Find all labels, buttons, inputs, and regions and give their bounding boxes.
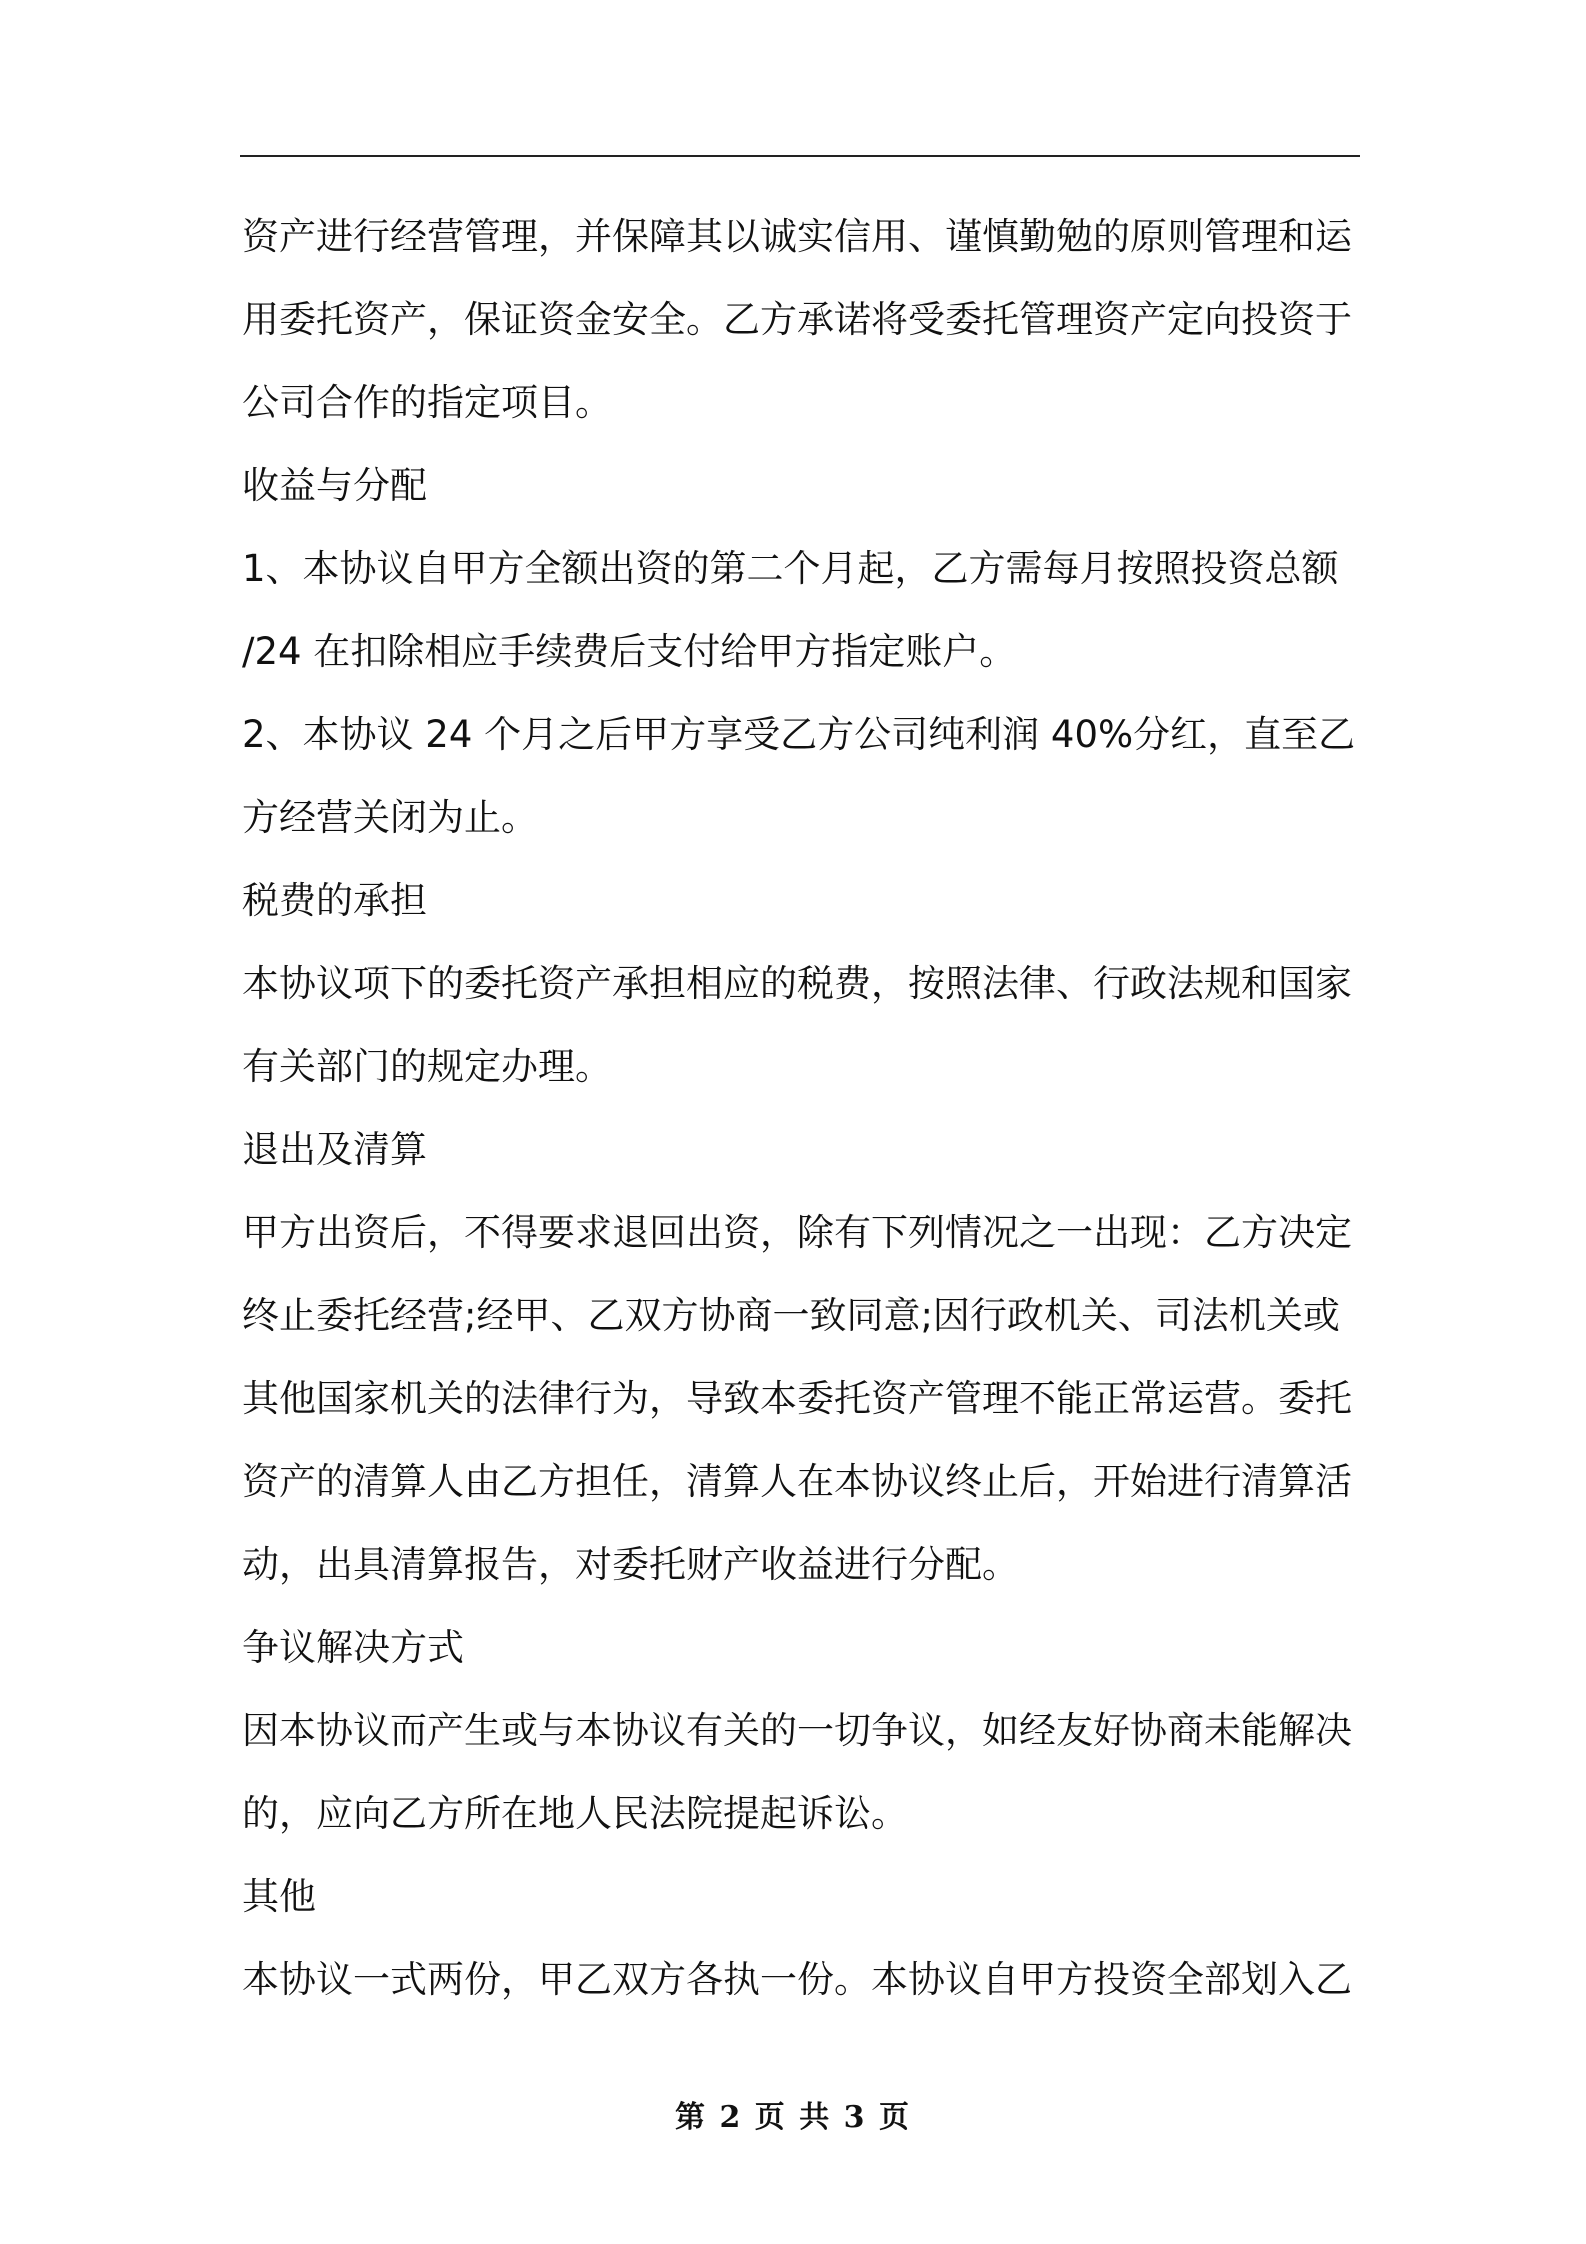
body-line: /24 在扣除相应手续费后支付给甲方指定账户。	[242, 630, 1017, 673]
section-heading-tax: 税费的承担	[242, 879, 427, 922]
body-line: 其他国家机关的法律行为，导致本委托资产管理不能正常运营。委托	[242, 1377, 1352, 1420]
body-line: 本协议项下的委托资产承担相应的税费，按照法律、行政法规和国家	[242, 962, 1352, 1005]
header-rule	[240, 155, 1360, 157]
body-line: 2、本协议 24 个月之后甲方享受乙方公司纯利润 40%分红，直至乙	[242, 713, 1356, 756]
body-line: 用委托资产，保证资金安全。乙方承诺将受委托管理资产定向投资于	[242, 298, 1352, 341]
page-number-footer: 第 2 页 共 3 页	[675, 2100, 911, 2135]
body-line: 本协议一式两份，甲乙双方各执一份。本协议自甲方投资全部划入乙	[242, 1958, 1352, 2001]
body-line: 资产的清算人由乙方担任，清算人在本协议终止后，开始进行清算活	[242, 1460, 1352, 1503]
body-line: 终止委托经营;经甲、乙双方协商一致同意;因行政机关、司法机关或	[242, 1294, 1340, 1337]
body-line: 资产进行经营管理，并保障其以诚实信用、谨慎勤勉的原则管理和运	[242, 215, 1352, 258]
section-heading-other: 其他	[242, 1875, 316, 1918]
section-heading-income: 收益与分配	[242, 464, 427, 507]
section-heading-dispute: 争议解决方式	[242, 1626, 464, 1669]
body-line: 公司合作的指定项目。	[242, 381, 612, 424]
body-line: 动，出具清算报告，对委托财产收益进行分配。	[242, 1543, 1019, 1586]
body-line: 1、本协议自甲方全额出资的第二个月起，乙方需每月按照投资总额	[242, 547, 1339, 590]
body-line: 甲方出资后，不得要求退回出资，除有下列情况之一出现：乙方决定	[242, 1211, 1352, 1254]
body-line: 因本协议而产生或与本协议有关的一切争议，如经友好协商未能解决	[242, 1709, 1352, 1752]
section-heading-exit: 退出及清算	[242, 1128, 427, 1171]
body-line: 方经营关闭为止。	[242, 796, 538, 839]
document-body	[242, 195, 1360, 2021]
body-line: 的，应向乙方所在地人民法院提起诉讼。	[242, 1792, 908, 1835]
body-line: 有关部门的规定办理。	[242, 1045, 612, 1088]
